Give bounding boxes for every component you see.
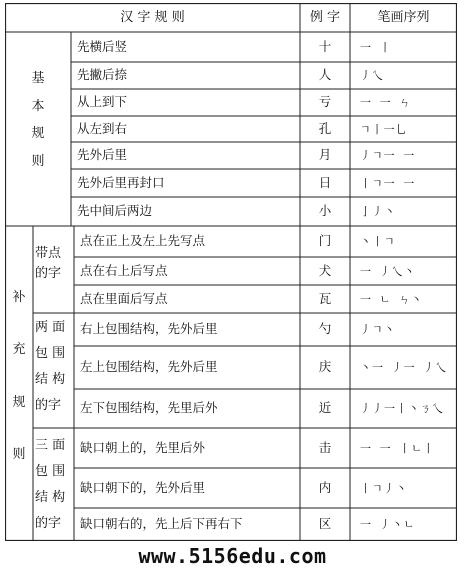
rule-cell: 缺口朝下的，先外后里 bbox=[80, 479, 206, 495]
group-three-side-line: 的字 bbox=[35, 516, 62, 531]
group-dot-line: 带点 bbox=[35, 246, 62, 261]
stroke-sequence-cell: 一 丿乀丶 bbox=[360, 264, 416, 278]
rule-cell: 右上包围结构，先外后里 bbox=[80, 321, 218, 337]
group-three-side-label bbox=[35, 433, 75, 537]
rule-cell: 先外后里再封口 bbox=[77, 174, 165, 190]
example-char-cell: 门 bbox=[318, 233, 332, 249]
stroke-sequence-cell: 一 一 丨ㄴ丨 bbox=[360, 441, 435, 455]
stroke-sequence-cell: 丶丨ㄱ bbox=[360, 235, 396, 248]
section-basic-char: 本 bbox=[31, 98, 45, 114]
group-two-side-line: 的字 bbox=[35, 398, 62, 413]
rule-cell: 从上到下 bbox=[77, 94, 128, 110]
example-char-cell: 区 bbox=[318, 516, 332, 532]
section-supplement-char: 补 bbox=[12, 289, 26, 305]
group-two-side-line: 包 围 bbox=[35, 346, 66, 361]
example-char-cell: 日 bbox=[318, 174, 332, 190]
stroke-sequence-cell: 丿ㄱ丶 bbox=[360, 323, 396, 336]
stroke-sequence-cell: 丶一 丿一 丿乀 bbox=[360, 361, 448, 374]
example-char-cell: 月 bbox=[318, 147, 332, 163]
rule-cell: 先外后里 bbox=[77, 147, 128, 163]
rule-cell: 先横后竖 bbox=[77, 38, 128, 54]
rule-cell: 先中间后两边 bbox=[77, 203, 153, 219]
stroke-sequence-cell: 丿乀 bbox=[360, 69, 384, 82]
rule-cell: 左下包围结构，先里后外 bbox=[80, 400, 218, 416]
stroke-sequence-cell: 丨ㄱ一 一 bbox=[360, 176, 416, 190]
stroke-order-table bbox=[5, 3, 457, 541]
example-char-cell: 犬 bbox=[318, 262, 332, 278]
rule-cell: 缺口朝上的，先里后外 bbox=[80, 439, 206, 455]
group-three-side-line: 三 面 bbox=[35, 438, 66, 453]
rule-cell: 点在里面后写点 bbox=[80, 290, 168, 306]
group-three-side-line: 包 围 bbox=[35, 464, 66, 479]
section-basic-label bbox=[5, 63, 71, 173]
stroke-sequence-cell: 亅丿丶 bbox=[360, 205, 396, 218]
example-char-cell: 近 bbox=[318, 400, 332, 416]
group-dot-label bbox=[35, 244, 73, 284]
rule-cell: 从左到右 bbox=[77, 120, 128, 136]
example-char-cell: 击 bbox=[318, 439, 332, 455]
group-two-side-line: 两 面 bbox=[35, 320, 66, 335]
stroke-sequence-cell: 一 丨 bbox=[360, 40, 392, 54]
example-char-cell: 瓦 bbox=[318, 290, 332, 306]
stroke-sequence-cell: ㄱ丨一乚 bbox=[360, 122, 408, 136]
section-supplement-char: 充 bbox=[12, 342, 26, 358]
example-char-cell: 亏 bbox=[318, 94, 332, 110]
group-two-side-line: 结 构 bbox=[35, 372, 66, 387]
section-basic-char: 基 bbox=[31, 71, 45, 87]
stroke-sequence-cell: 一 丿丶ㄴ bbox=[360, 518, 416, 531]
header-rules: 汉 字 规 则 bbox=[120, 10, 185, 25]
example-char-cell: 人 bbox=[318, 67, 332, 83]
section-basic-char: 规 bbox=[31, 126, 45, 142]
example-char-cell: 十 bbox=[318, 38, 332, 54]
example-char-cell: 内 bbox=[318, 479, 332, 495]
group-dot-line: 的字 bbox=[35, 266, 62, 281]
rule-cell: 点在正上及左上先写点 bbox=[80, 233, 206, 249]
stroke-sequence-cell: 一 ㄴ ㄣ丶 bbox=[360, 292, 423, 306]
example-char-cell: 勺 bbox=[318, 321, 332, 337]
section-supplement-char: 则 bbox=[12, 447, 26, 463]
rule-cell: 缺口朝右的，先上后下再右下 bbox=[80, 516, 243, 532]
rule-cell: 点在右上后写点 bbox=[80, 262, 168, 278]
rule-cell: 先撇后捺 bbox=[77, 67, 128, 83]
rule-cell: 左上包围结构，先外后里 bbox=[80, 359, 218, 375]
example-char-cell: 庆 bbox=[318, 359, 332, 375]
example-char-cell: 小 bbox=[318, 203, 332, 219]
example-char-cell: 孔 bbox=[318, 120, 332, 136]
group-three-side-line: 结 构 bbox=[35, 490, 66, 505]
section-basic-char: 则 bbox=[31, 153, 45, 169]
section-supplement-label bbox=[5, 269, 33, 479]
stroke-sequence-cell: 丿丿一丨丶ㄋ乀 bbox=[360, 402, 444, 415]
section-supplement-char: 规 bbox=[12, 394, 26, 410]
header-example: 例 字 bbox=[309, 10, 341, 25]
stroke-sequence-cell: 一 一 ㄣ bbox=[360, 96, 412, 109]
group-two-side-label bbox=[35, 315, 75, 419]
stroke-sequence-cell: 丿ㄱ一 一 bbox=[360, 149, 416, 162]
header-strokes: 笔画序列 bbox=[377, 10, 430, 25]
stroke-sequence-cell: 丨ㄱ丿丶 bbox=[360, 481, 408, 495]
site-watermark: www.5156edu.com bbox=[138, 544, 327, 568]
